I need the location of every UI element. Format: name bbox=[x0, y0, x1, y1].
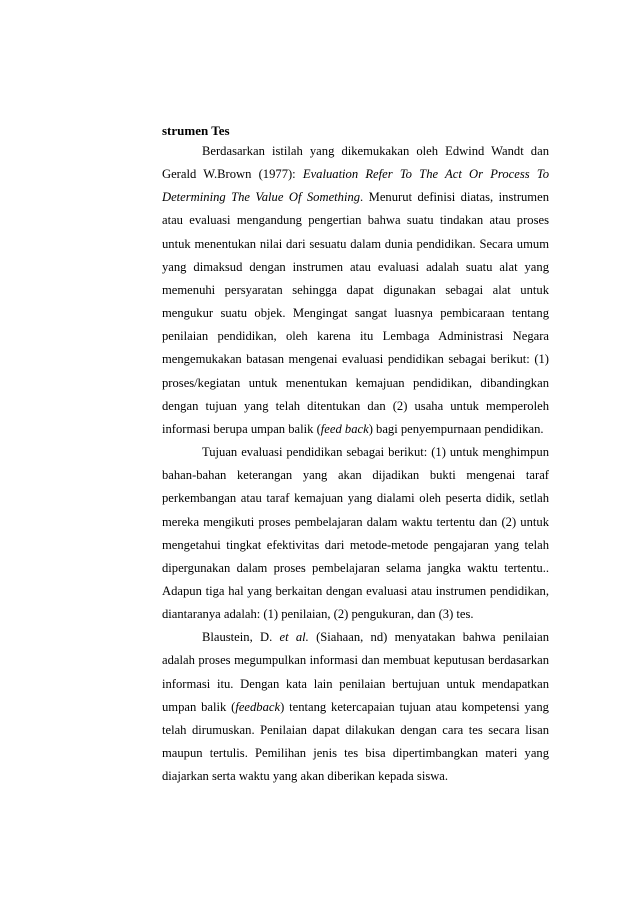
body-text bbox=[162, 140, 549, 788]
paragraph-3-run-3: (Siahaan, nd) menyatakan bahwa penilaian adalah proses megumpulkan informasi dan membuat keputusan berdasarkan informasi itu. Dengan kata lain penilaian bertujuan untuk mendapatkan umpan balik ( bbox=[162, 630, 550, 714]
paragraph-3-run-4: feedback bbox=[235, 699, 281, 714]
paragraph-3-run-2: et al. bbox=[279, 630, 309, 645]
paragraph-2 bbox=[162, 441, 549, 626]
paragraph-1-run-3: . Menurut definisi diatas, instrumen atau evaluasi mengandung pengertian bahwa suatu tindakan atau proses untuk menentukan nilai dari sesuatu dalam dunia pendidikan. Secara umum yang dimaksud dengan instrumen atau evaluasi adalah suatu alat yang memenuhi persyaratan sehingga dapat digunakan sebagai alat untuk mengukur suatu objek. Mengingat sangat luasnya pembicaraan tentang penilaian pendidikan, oleh karena itu Lembaga Administrasi Negara mengemukakan batasan mengenai evaluasi pendidikan sebagai berikut: (1) proses/kegiatan untuk menentukan kemajuan pendidikan, dibandingkan dengan tujuan yang telah ditentukan dan (2) usaha untuk memperoleh informasi berupa umpan balik ( bbox=[162, 190, 549, 436]
paragraph-1 bbox=[162, 140, 549, 441]
paragraph-1-run-4: feed back bbox=[320, 421, 369, 436]
paragraph-1-run-1: Berdasarkan istilah yang dikemukakan oleh Edwind Wandt dan Gerald W.Brown (1977): bbox=[162, 144, 549, 182]
paragraph-3-run-5: ) tentang ketercapaian tujuan atau kompetensi yang telah dirumuskan. Penilaian dapat dilakukan dengan cara tes secara lisan maupun tertulis. Pemilihan jenis tes bisa dipertimbangkan materi yang diajarkan serta waktu yang akan diberikan kepada siswa. bbox=[162, 699, 549, 784]
paragraph-3 bbox=[162, 626, 549, 788]
section-heading: strumen Tes bbox=[162, 123, 230, 138]
paragraph-2-run-1: Tujuan evaluasi pendidikan sebagai berikut: (1) untuk menghimpun bahan-bahan keterangan yang akan dijadikan bukti mengenai taraf perkembangan atau taraf kemajuan yang dialami oleh peserta didik, setlah mereka mengikuti proses pembelajaran dalam waktu tertentu dan (2) untuk mengetahui tingkat efektivitas dari metode-metode pengajaran yang telah dipergunakan dalam proses pembelajaran selama jangka waktu tertentu.. Adapun tiga hal yang berkaitan dengan evaluasi atau instrumen pendidikan, diantaranya adalah: (1) penilaian, (2) pengukuran, dan (3) tes. bbox=[162, 445, 549, 622]
paragraph-1-run-2: Evaluation Refer To The Act Or Process To Determining The Value Of Something bbox=[162, 167, 549, 205]
paragraph-3-run-1: Blaustein, D. bbox=[202, 630, 280, 645]
paragraph-1-run-5: ) bagi penyempurnaan pendidikan. bbox=[368, 421, 544, 436]
